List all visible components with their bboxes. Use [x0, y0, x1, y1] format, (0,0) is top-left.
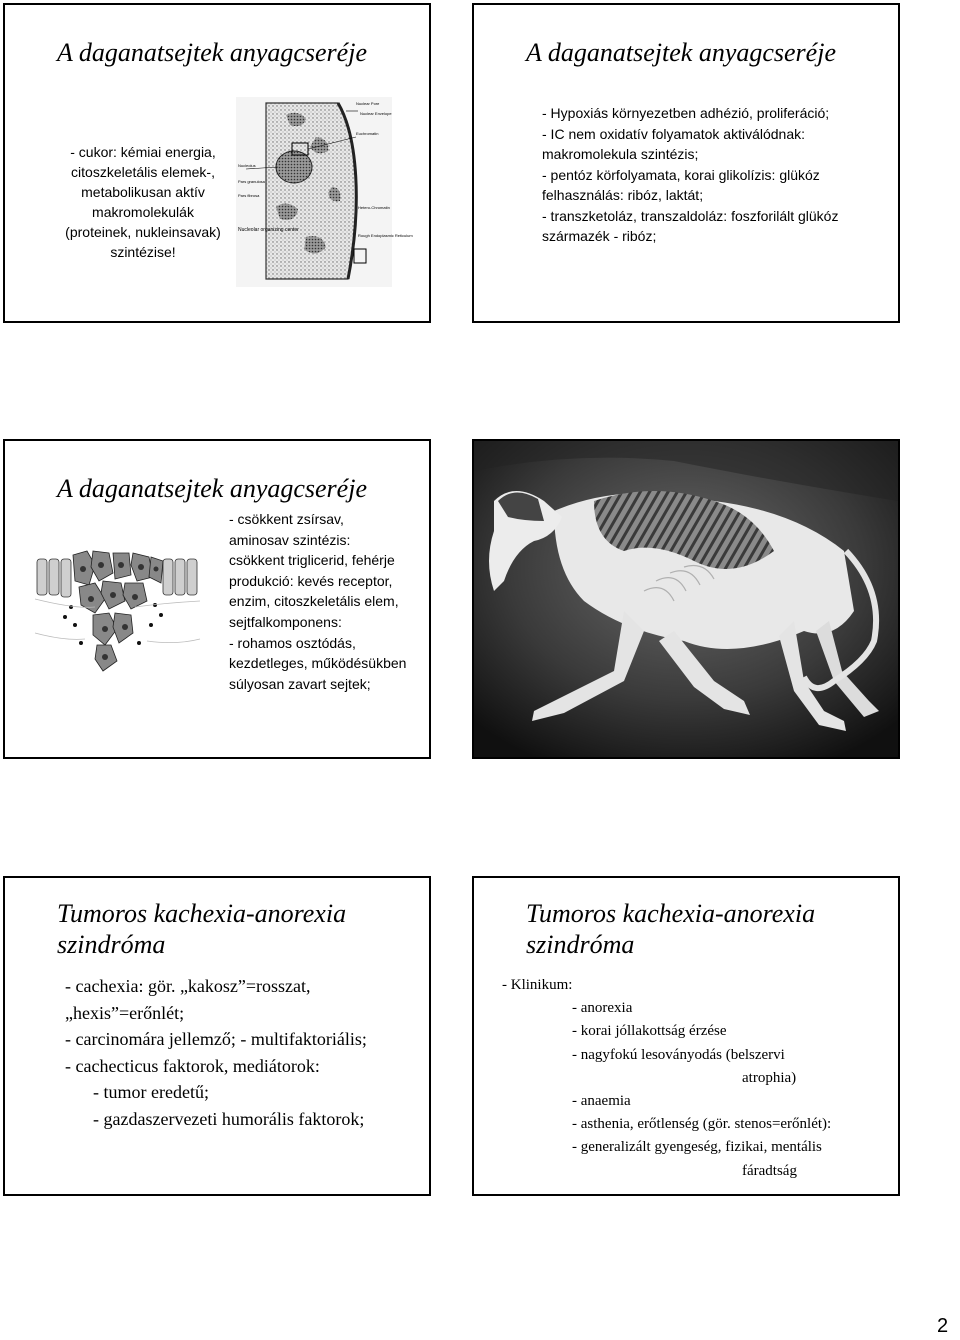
diagram-label: Hetero-Chromatin [358, 205, 390, 210]
text-line: - anaemia [572, 1093, 631, 1110]
text-line: atrophia) [742, 1069, 797, 1086]
text-line: - csökkent zsírsav, [229, 511, 344, 527]
slide-2 [472, 3, 900, 323]
slide-text [229, 509, 406, 694]
tumor-cells-illustration [35, 547, 200, 675]
text-line: makromolekulák [92, 204, 194, 220]
slide-title: A daganatsejtek anyagcseréje [57, 474, 367, 503]
text-line: aminosav szintézis: [229, 531, 351, 548]
text-line: (proteinek, nukleinsavak) [65, 224, 221, 240]
diagram-label: Nucleolus [238, 163, 256, 168]
slide-text [53, 142, 233, 262]
text-line: sejtfalkomponens: [229, 613, 342, 630]
title-line: Tumoros kachexia-anorexia [526, 899, 816, 928]
cell-nucleus-diagram [236, 97, 413, 287]
title-line: szindróma [526, 930, 635, 959]
text-line: metabolikusan aktív [81, 184, 205, 200]
slide-6 [472, 876, 900, 1196]
slide-5 [3, 876, 431, 1196]
text-line: - korai jóllakottság érzése [572, 1023, 727, 1040]
text-line: - Hypoxiás környezetben adhézió, proliferáció; [542, 105, 830, 121]
title-line: szindróma [57, 930, 166, 959]
diagram-label: Nucleolar organizing center [238, 227, 299, 233]
text-line: - pentóz körfolyamata, korai glikolízis: glükóz [542, 166, 820, 183]
slide-text [502, 974, 831, 1183]
text-line: - cachexia: gör. „kakosz”=rosszat, [65, 976, 311, 996]
diagram-label: Pars fibrosa [238, 193, 260, 198]
text-line: fáradtság [742, 1162, 797, 1179]
text-line: felhasználás: ribóz, laktát; [542, 187, 704, 203]
text-line: kezdetleges, működésükben [229, 655, 407, 672]
text-line: - nagyfokú lesoványodás (belszervi [572, 1046, 785, 1063]
slide-text [542, 103, 838, 247]
diagram-label: Rough Endoplasmic Reticulum [358, 233, 413, 238]
slide-title [57, 898, 346, 960]
text-line: enzim, citoszkeletális elem, [229, 593, 399, 610]
slide-title: A daganatsejtek anyagcseréje [526, 38, 836, 67]
text-line: szintézise! [110, 244, 176, 260]
text-line: súlyosan zavart sejtek; [229, 675, 371, 692]
text-line: - asthenia, erőtlenség (gör. stenos=erőnlét): [572, 1116, 832, 1133]
text-line: - Klinikum: [502, 977, 573, 993]
text-line: - cukor: kémiai energia, [70, 144, 216, 160]
slide-3 [3, 439, 431, 759]
text-line: - cachecticus faktorok, mediátorok: [65, 1055, 320, 1076]
text-line: - rohamos osztódás, [229, 634, 356, 651]
diagram-label: Euchromatin [356, 131, 379, 136]
cachectic-dog-photo [474, 441, 898, 757]
text-line: csökkent triglicerid, fehérje [229, 552, 395, 569]
text-line: - gazdaszervezeti humorális faktorok; [93, 1108, 365, 1129]
text-line: - transzketoláz, transzaldoláz: foszforilált glükóz [542, 207, 839, 224]
diagram-label: Nuclear Pore [356, 101, 380, 106]
text-line: citoszkeletális elemek-, [71, 164, 215, 180]
text-line: - IC nem oxidatív folyamatok aktiválódnak: [542, 125, 806, 142]
slide-1 [3, 3, 431, 323]
text-line: - anorexia [572, 1000, 633, 1017]
text-line: - tumor eredetű; [93, 1082, 209, 1102]
slide-title [526, 898, 815, 960]
diagram-label: Nuclear Envelope [360, 111, 392, 116]
text-line: származék - ribóz; [542, 228, 657, 244]
diagram-label: Pars granulosa [238, 179, 265, 184]
text-line: „hexis”=erőnlét; [65, 1002, 185, 1023]
page-number: 2 [937, 1315, 949, 1337]
slide-title: A daganatsejtek anyagcseréje [57, 38, 367, 67]
title-line: Tumoros kachexia-anorexia [57, 899, 347, 928]
slide-text [65, 973, 367, 1132]
text-line: produkció: kevés receptor, [229, 572, 393, 589]
text-line: - carcinomára jellemző; - multifaktoriális; [65, 1029, 367, 1049]
slide-4 [472, 439, 900, 759]
text-line: - generalizált gyengeség, fizikai, mentális [572, 1139, 822, 1156]
text-line: makromolekula szintézis; [542, 146, 699, 162]
